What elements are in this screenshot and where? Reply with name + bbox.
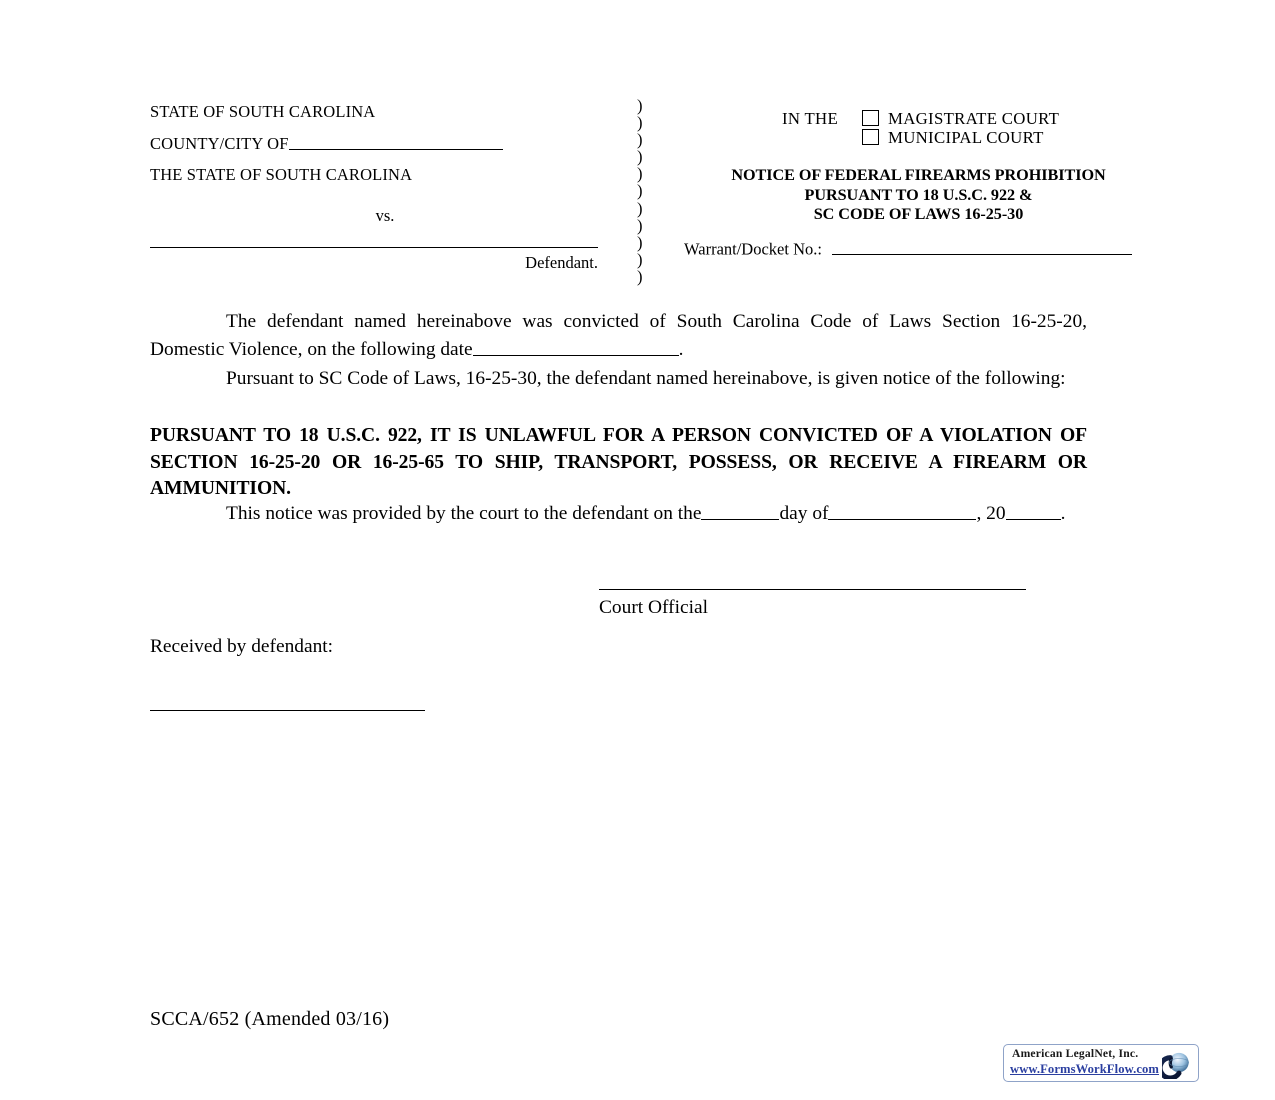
versus-label: vs.: [375, 206, 395, 225]
caption-paren: ): [637, 96, 643, 115]
caption-paren: ): [637, 164, 643, 184]
checkbox-municipal-court[interactable]: [862, 129, 879, 145]
paragraph-conviction-period: .: [678, 339, 684, 360]
service-month-blank-field[interactable]: [828, 501, 976, 520]
service-day-blank-field[interactable]: [701, 501, 779, 520]
in-the-label: IN THE: [782, 109, 839, 128]
court-selection-group: [662, 106, 1175, 148]
form-title-line-2: PURSUANT TO 18 U.S.C. 922 &: [804, 185, 1033, 204]
magistrate-court-label: MAGISTRATE COURT: [888, 109, 1060, 128]
warrant-docket-label: Warrant/Docket No.:: [684, 239, 822, 259]
paragraph-notice-intro: [150, 365, 1087, 393]
caption-left-column: [150, 96, 620, 191]
service-date-text-b: day of: [779, 503, 829, 524]
form-title: [662, 166, 1175, 225]
form-title-line-1: NOTICE OF FEDERAL FIREARMS PROHIBITION: [731, 166, 1106, 184]
caption-plaintiff-line: THE STATE OF SOUTH CAROLINA: [150, 165, 413, 184]
checkbox-magistrate-court[interactable]: [862, 110, 879, 126]
defendant-name-blank[interactable]: [150, 247, 598, 248]
caption-paren: ): [637, 266, 643, 286]
court-official-signature-line[interactable]: [599, 589, 1026, 590]
caption-paren: ): [637, 181, 643, 201]
caption-paren: ): [637, 198, 643, 218]
caption-state-line: STATE OF SOUTH CAROLINA: [150, 102, 376, 121]
defendant-signature-line[interactable]: [150, 710, 425, 711]
municipal-court-label: MUNICIPAL COURT: [888, 128, 1044, 147]
formsworkflow-link[interactable]: www.FormsWorkFlow.com: [1010, 1062, 1160, 1076]
county-blank-field[interactable]: [289, 133, 503, 150]
service-date-text-a: This notice was provided by the court to the defendant on the: [226, 503, 702, 524]
caption-paren: ): [637, 215, 643, 235]
court-official-label: Court Official: [599, 597, 708, 618]
conviction-date-blank-field[interactable]: [473, 337, 679, 356]
caption-county-line: [150, 128, 620, 160]
service-date-text-d: .: [1060, 503, 1066, 524]
caption-paren: ): [637, 249, 643, 269]
received-by-defendant-label: Received by defendant:: [150, 636, 334, 657]
paragraph-conviction-text: The defendant named hereinabove was convicted of South Carolina Code of Laws Section 16-25-20, Domestic Violence, on the following date: [150, 311, 1087, 360]
caption-paren: ): [637, 113, 643, 133]
form-number: SCCA/652 (Amended 03/16): [150, 1008, 390, 1030]
warrant-docket-row: [662, 239, 1175, 260]
paragraph-conviction: [150, 308, 1087, 364]
caption-paren: ): [637, 130, 643, 150]
service-date-text-c: , 20: [976, 503, 1006, 524]
county-label: COUNTY/CITY OF: [150, 133, 289, 153]
american-legalnet-company: American LegalNet, Inc.: [1012, 1047, 1139, 1060]
globe-swoosh-icon: [1162, 1048, 1194, 1079]
warrant-docket-blank-field[interactable]: [832, 239, 1132, 256]
form-title-line-3: SC CODE OF LAWS 16-25-30: [813, 205, 1024, 223]
american-legalnet-badge[interactable]: [1003, 1044, 1199, 1082]
paragraph-prohibition-notice: PURSUANT TO 18 U.S.C. 922, IT IS UNLAWFUL FOR A PERSON CONVICTED OF A VIOLATION OF SECTION 16-25-20 OR 16-25-65 TO SHIP, TRANSPORT, POSSESS, OR RECEIVE A FIREARM OR AMMUNITION.: [150, 425, 1087, 499]
paragraph-notice-intro-text: Pursuant to SC Code of Laws, 16-25-30, the defendant named hereinabove, is given notice of the following:: [226, 368, 1066, 389]
defendant-label: Defendant.: [525, 253, 598, 272]
caption-paren: ): [637, 147, 643, 167]
caption-paren-divider: [637, 97, 643, 285]
service-year-blank-field[interactable]: [1006, 501, 1061, 520]
caption-right-column: [662, 106, 1175, 259]
paragraph-service-date: [150, 500, 1087, 528]
caption-paren: ): [637, 232, 643, 252]
